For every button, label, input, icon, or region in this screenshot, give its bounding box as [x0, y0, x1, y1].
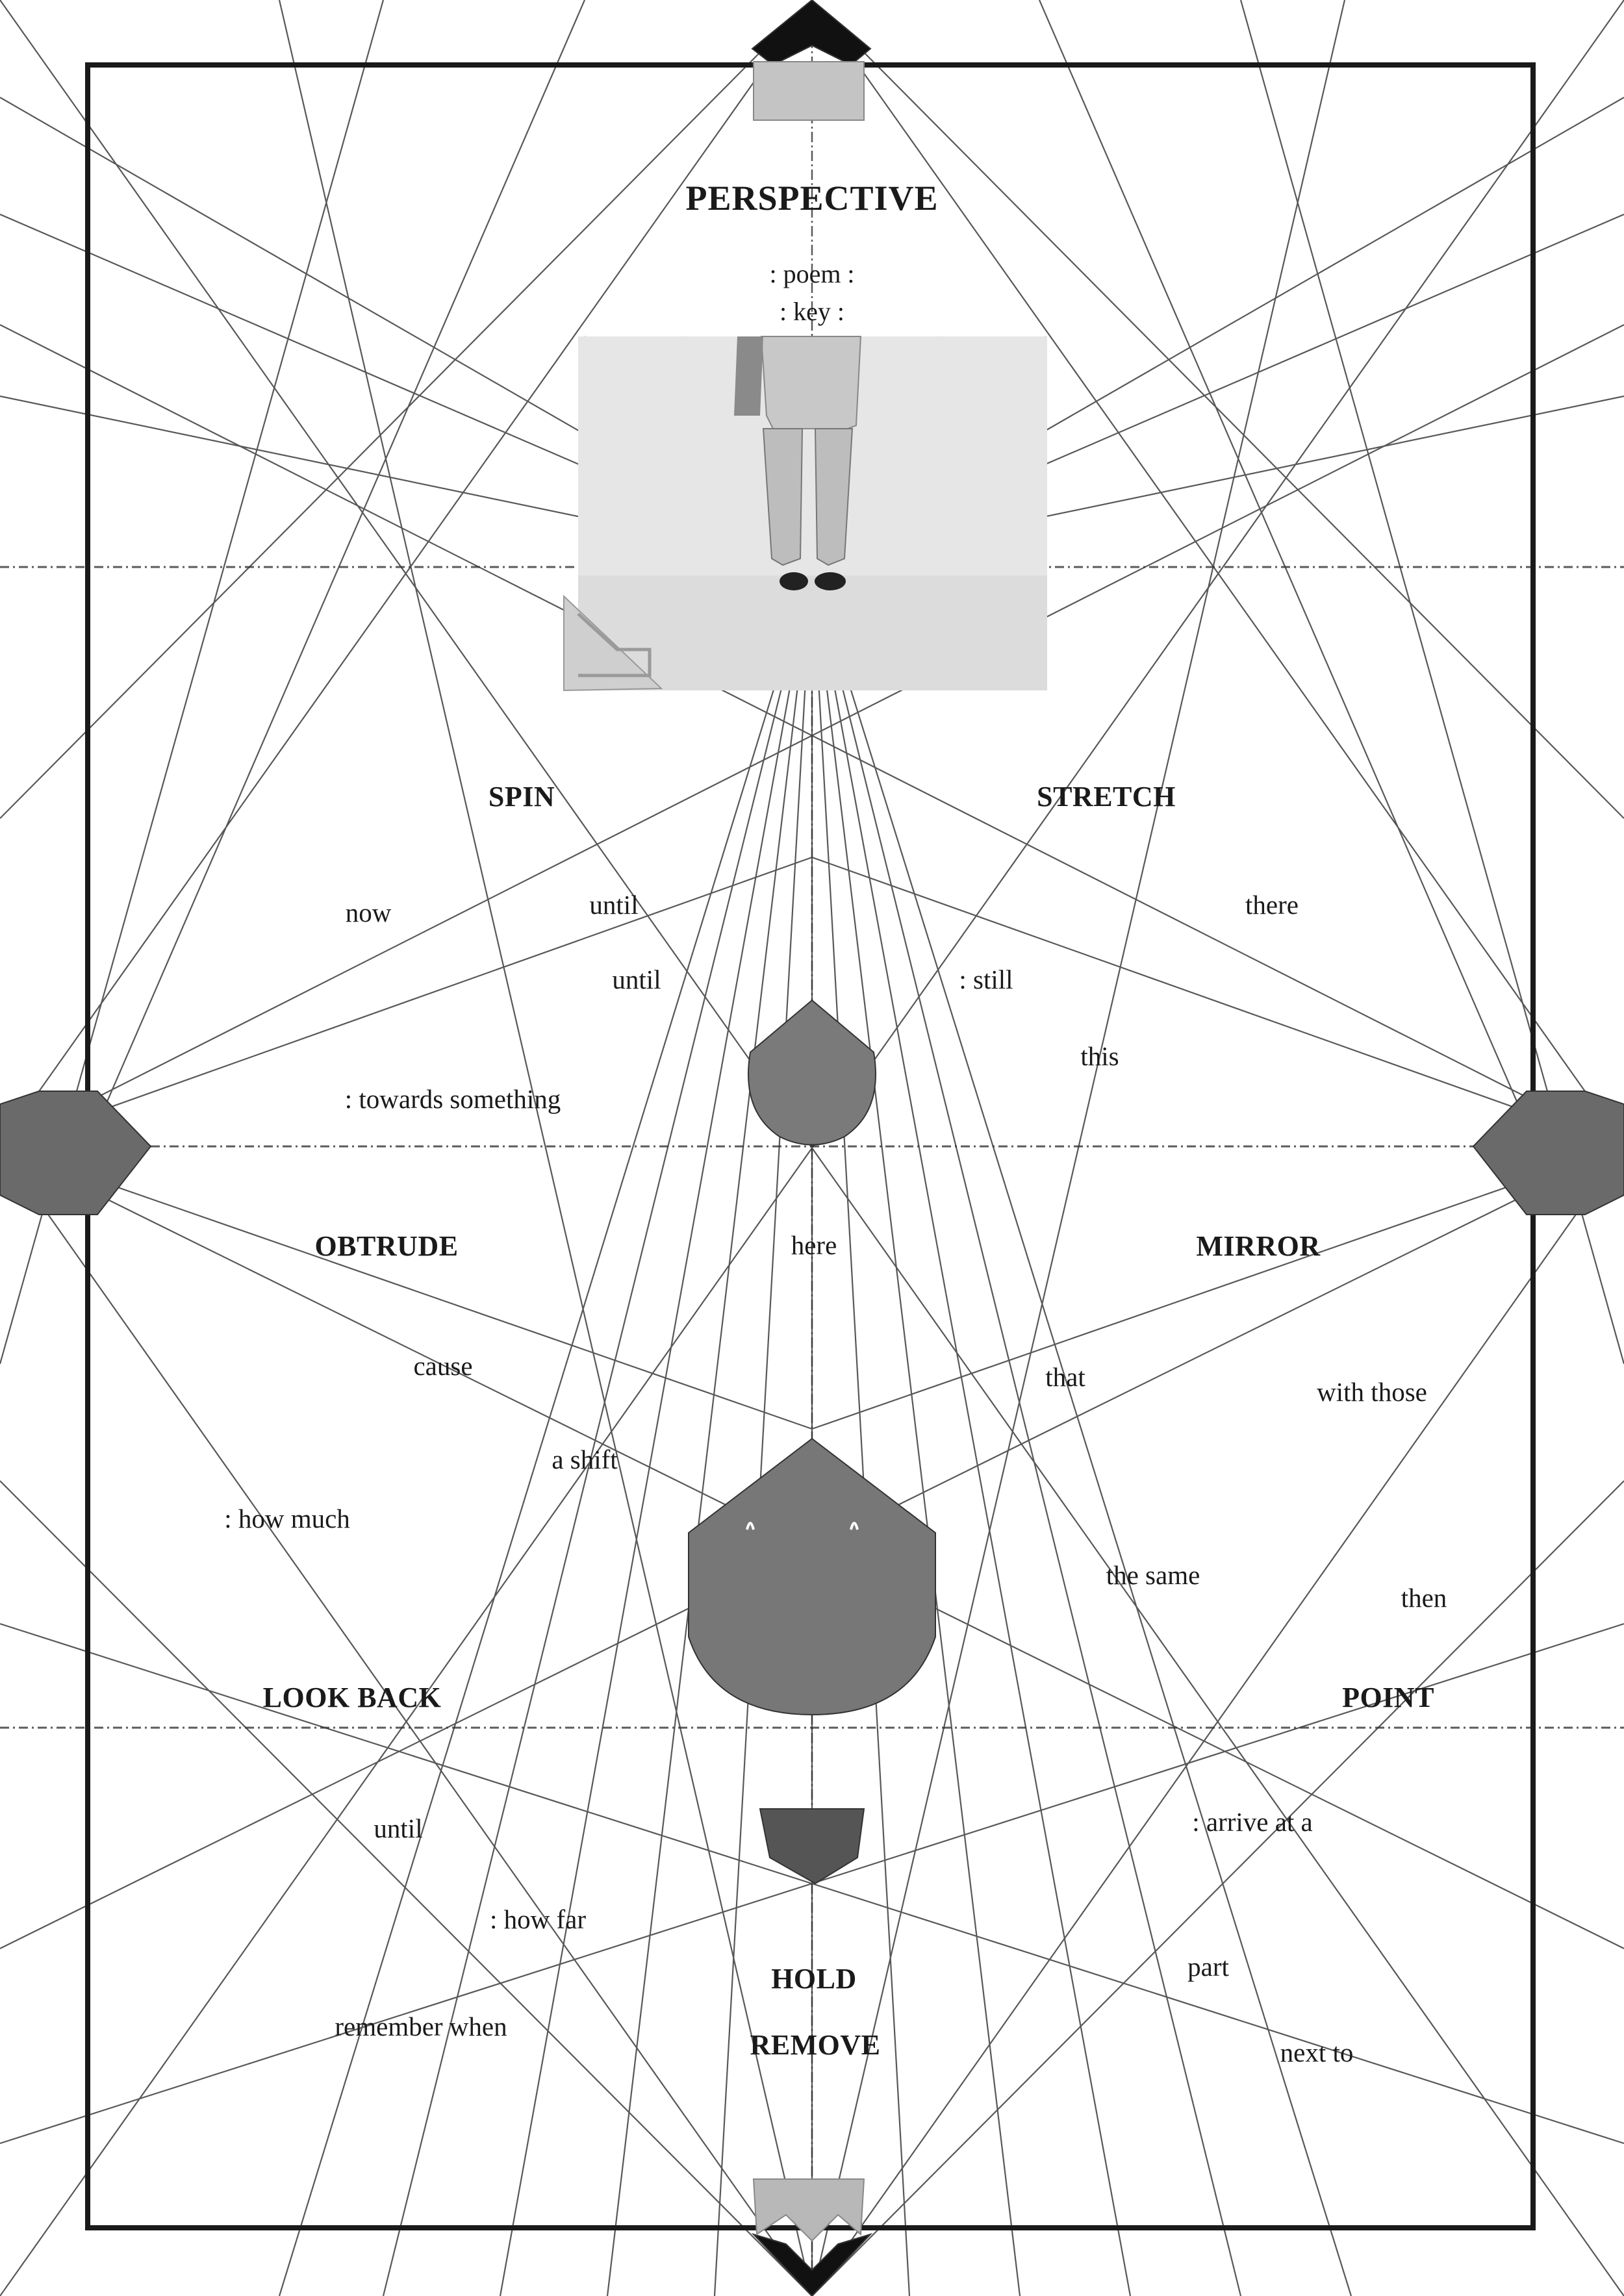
subtitle-poem: : poem : — [769, 259, 855, 288]
verb-remove: REMOVE — [750, 2029, 881, 2061]
upper-drop-tape — [748, 1000, 876, 1145]
word-arrive-at-a: : arrive at a — [1192, 1807, 1313, 1837]
verb-mirror: MIRROR — [1196, 1230, 1321, 1262]
word-until-3: until — [374, 1813, 423, 1843]
word-part: part — [1187, 1952, 1229, 1982]
right-side-tape — [1473, 1091, 1624, 1215]
perspective-ray — [88, 0, 585, 1146]
verb-point: POINT — [1342, 1682, 1434, 1713]
word-there: there — [1245, 890, 1299, 920]
word-the-same: the same — [1106, 1560, 1200, 1590]
verb-stretch: STRETCH — [1037, 781, 1176, 813]
word-then: then — [1401, 1583, 1447, 1613]
verb-look-back: LOOK BACK — [262, 1682, 442, 1713]
subtitle-key: : key : — [780, 297, 844, 326]
left-side-tape — [0, 1091, 151, 1215]
verb-obtrude: OBTRUDE — [314, 1230, 459, 1262]
word-cause: cause — [413, 1351, 473, 1381]
perspective-ray — [1039, 0, 1536, 1146]
word-that: that — [1045, 1362, 1085, 1392]
verb-hold: HOLD — [771, 1963, 857, 1995]
verb-spin: SPIN — [488, 781, 555, 813]
word-next-to: next to — [1280, 2037, 1354, 2067]
page-title: PERSPECTIVE — [685, 179, 939, 218]
word-how-much: : how much — [224, 1504, 350, 1533]
large-drop-tape — [689, 1439, 935, 1715]
word-until-1: until — [589, 890, 639, 920]
word-a-shift: a shift — [552, 1444, 618, 1474]
word-still: : still — [959, 965, 1013, 994]
word-now: now — [345, 898, 392, 927]
word-remember-when: remember when — [335, 2012, 507, 2041]
word-how-far: : how far — [489, 1904, 587, 1934]
top-arrow-tape — [752, 0, 870, 65]
word-here: here — [791, 1230, 837, 1260]
perspective-ray — [812, 565, 1351, 2296]
word-this: this — [1080, 1041, 1119, 1071]
perspective-ray — [812, 857, 1624, 1146]
word-until-2: until — [612, 965, 661, 994]
word-with-those: with those — [1317, 1377, 1427, 1407]
perspective-ray — [812, 1146, 1624, 1429]
perspective-ray — [0, 1146, 812, 1429]
figure-photo — [564, 336, 1047, 690]
word-towards-something: : towards something — [344, 1084, 561, 1114]
